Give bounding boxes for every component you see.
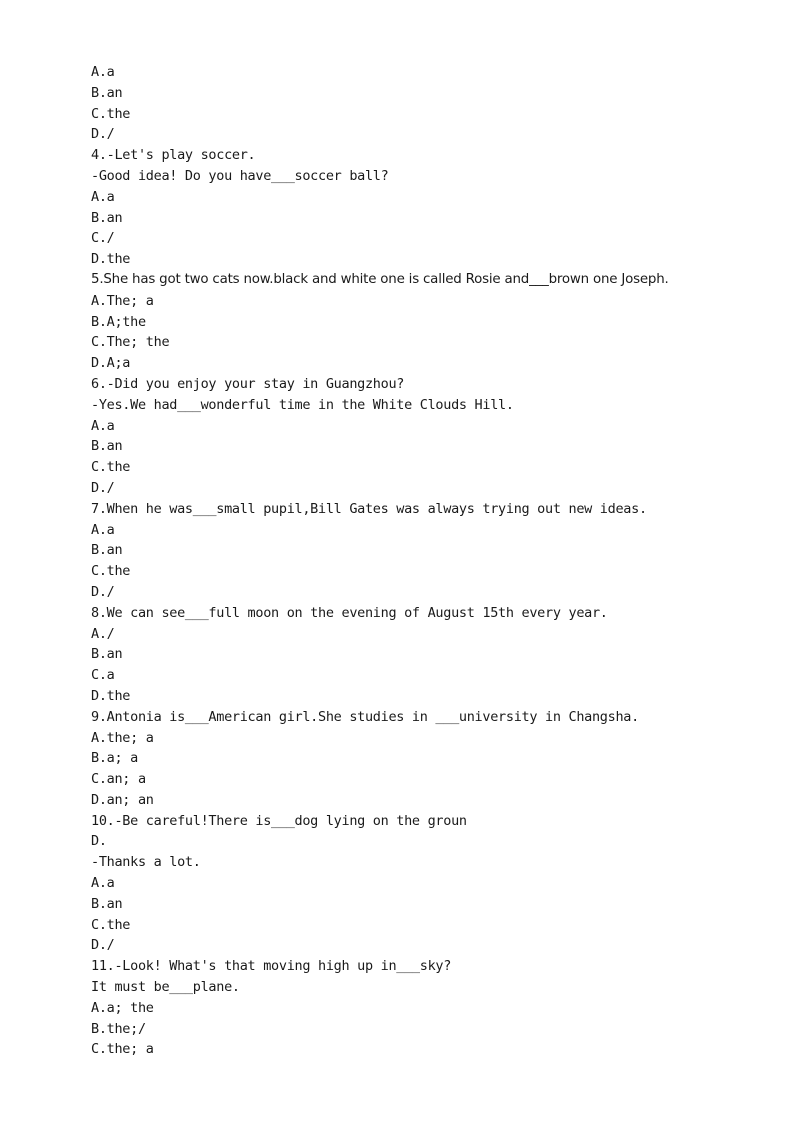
document-page [91,62,771,1060]
option-line: D./ [91,126,115,143]
option-line: C./ [91,230,115,247]
question-line: -Yes.We had___wonderful time in the White Clouds Hill. [91,396,514,413]
option-line: B.an [91,438,123,455]
option-line: B.an [91,209,123,226]
question-line: 9.Antonia is___American girl.She studies in ___university in Changsha. [91,708,639,725]
option-line: D.the [91,687,131,704]
option-line: C.The; the [91,334,170,351]
option-line: C.the [91,459,131,476]
question-line: -Good idea! Do you have___soccer ball? [91,167,389,184]
option-line: B.the;/ [91,1020,146,1037]
option-line: D.an; an [91,791,154,808]
option-line: A.the; a [91,729,154,746]
option-line: A.The; a [91,292,154,309]
question-line: 4.-Let's play soccer. [91,147,256,164]
option-line: B.A;the [91,313,146,330]
option-line: C.the; a [91,1041,154,1058]
question-line: 7.When he was___small pupil,Bill Gates was always trying out new ideas. [91,500,647,517]
option-line: A.a [91,417,115,434]
question-line: 5.She has got two cats now.black and white one is called Rosie and___brown one Joseph. [91,271,669,287]
option-line: A./ [91,625,115,642]
question-line: 11.-Look! What's that moving high up in___sky? [91,958,452,975]
option-line: B.a; a [91,750,138,767]
option-line: A.a [91,188,115,205]
option-line: C.the [91,105,131,122]
question-line: 6.-Did you enjoy your stay in Guangzhou? [91,375,405,392]
option-line: D.the [91,251,131,268]
question-line: -Thanks a lot. [91,854,201,871]
option-line: A.a [91,521,115,538]
option-line: B.an [91,542,123,559]
question-line: It must be___plane. [91,979,240,996]
option-line: A.a; the [91,999,154,1016]
question-line: D. [91,833,107,850]
option-line: B.an [91,895,123,912]
option-line: D./ [91,937,115,954]
option-line: D.A;a [91,355,131,372]
question-line: 8.We can see___full moon on the evening of August 15th every year. [91,604,608,621]
option-line: B.an [91,84,123,101]
option-line: B.an [91,646,123,663]
option-line: C.the [91,563,131,580]
option-line: C.a [91,667,115,684]
option-line: D./ [91,479,115,496]
option-line: A.a [91,875,115,892]
option-line: D./ [91,583,115,600]
option-line: C.the [91,916,131,933]
question-line: 10.-Be careful!There is___dog lying on the groun [91,812,467,829]
option-line: C.an; a [91,771,146,788]
option-line: A.a [91,64,115,80]
